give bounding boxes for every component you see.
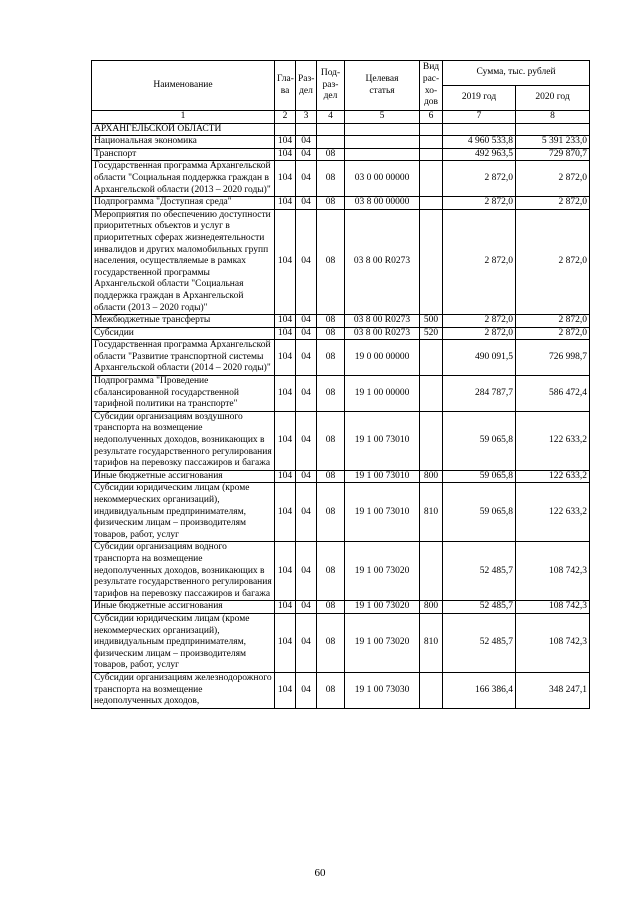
row-podrazdel: 08 bbox=[317, 209, 345, 314]
row-name: Субсидии bbox=[92, 327, 275, 340]
row-target: 19 1 00 73020 bbox=[345, 613, 420, 672]
row-sum-2019: 2 872,0 bbox=[443, 315, 516, 328]
row-podrazdel: 08 bbox=[317, 542, 345, 601]
row-vid bbox=[420, 148, 443, 161]
row-target bbox=[345, 148, 420, 161]
row-sum-2020: 108 742,3 bbox=[516, 613, 590, 672]
header-2020: 2020 год bbox=[516, 86, 590, 111]
row-sum-2020: 2 872,0 bbox=[516, 161, 590, 197]
row-target: 03 8 00 00000 bbox=[345, 197, 420, 210]
row-razdel: 04 bbox=[296, 136, 317, 149]
row-sum-2020: 348 247,1 bbox=[516, 672, 590, 708]
row-razdel: 04 bbox=[296, 411, 317, 470]
row-glava: 104 bbox=[275, 340, 296, 376]
column-number: 2 bbox=[275, 111, 296, 124]
column-number-row bbox=[92, 111, 590, 124]
row-podrazdel: 08 bbox=[317, 340, 345, 376]
row-sum-2019: 166 386,4 bbox=[443, 672, 516, 708]
row-target: 19 1 00 73010 bbox=[345, 411, 420, 470]
row-vid: 810 bbox=[420, 483, 443, 542]
row-target: 19 1 00 73030 bbox=[345, 672, 420, 708]
row-sum-2020: 2 872,0 bbox=[516, 209, 590, 314]
row-podrazdel bbox=[317, 136, 345, 149]
row-razdel: 04 bbox=[296, 340, 317, 376]
row-target bbox=[345, 136, 420, 149]
row-sum-2019: 59 065,8 bbox=[443, 483, 516, 542]
column-number: 5 bbox=[345, 111, 420, 124]
row-razdel: 04 bbox=[296, 327, 317, 340]
header-vid: Вид рас- хо- дов bbox=[420, 61, 443, 111]
row-glava: 104 bbox=[275, 327, 296, 340]
row-razdel: 04 bbox=[296, 197, 317, 210]
row-razdel: 04 bbox=[296, 613, 317, 672]
row-glava: 104 bbox=[275, 470, 296, 483]
row-vid bbox=[420, 542, 443, 601]
row-podrazdel: 08 bbox=[317, 411, 345, 470]
row-name: Субсидии организациям железнодорожного транспорта на возмещение недополученных доходов, bbox=[92, 672, 275, 708]
row-sum-2020: 586 472,4 bbox=[516, 376, 590, 412]
row-sum-2019: 2 872,0 bbox=[443, 327, 516, 340]
row-sum-2020: 2 872,0 bbox=[516, 327, 590, 340]
row-glava: 104 bbox=[275, 542, 296, 601]
header-sum: Сумма, тыс. рублей bbox=[443, 61, 590, 86]
row-vid bbox=[420, 340, 443, 376]
row-sum-2020: 108 742,3 bbox=[516, 601, 590, 614]
row-razdel: 04 bbox=[296, 161, 317, 197]
row-vid: 800 bbox=[420, 470, 443, 483]
row-vid bbox=[420, 136, 443, 149]
region-title: АРХАНГЕЛЬСКОЙ ОБЛАСТИ bbox=[92, 123, 275, 136]
row-sum-2020: 726 998,7 bbox=[516, 340, 590, 376]
row-sum-2020: 122 633,2 bbox=[516, 483, 590, 542]
row-vid bbox=[420, 376, 443, 412]
row-sum-2019: 52 485,7 bbox=[443, 601, 516, 614]
row-vid bbox=[420, 209, 443, 314]
row-glava: 104 bbox=[275, 136, 296, 149]
row-glava: 104 bbox=[275, 376, 296, 412]
row-name: Субсидии организациям воздушного транспорта на возмещение недополученных доходов, возникающих в результате государственного регулирования тарифов на перевозку пассажиров и багажа bbox=[92, 411, 275, 470]
row-sum-2019: 2 872,0 bbox=[443, 197, 516, 210]
row-podrazdel: 08 bbox=[317, 672, 345, 708]
row-glava: 104 bbox=[275, 483, 296, 542]
table-row bbox=[92, 483, 590, 542]
row-sum-2019: 2 872,0 bbox=[443, 209, 516, 314]
row-razdel: 04 bbox=[296, 542, 317, 601]
row-glava: 104 bbox=[275, 613, 296, 672]
row-name: Субсидии юридическим лицам (кроме некоммерческих организаций), индивидуальным предпринимателям, физическим лицам – производителям товаров, работ, услуг bbox=[92, 483, 275, 542]
row-podrazdel: 08 bbox=[317, 601, 345, 614]
table-row bbox=[92, 376, 590, 412]
row-target: 03 0 00 00000 bbox=[345, 161, 420, 197]
row-sum-2020: 122 633,2 bbox=[516, 470, 590, 483]
row-name: Иные бюджетные ассигнования bbox=[92, 470, 275, 483]
row-sum-2019: 59 065,8 bbox=[443, 411, 516, 470]
row-podrazdel: 08 bbox=[317, 470, 345, 483]
row-sum-2019: 59 065,8 bbox=[443, 470, 516, 483]
table-row bbox=[92, 613, 590, 672]
row-sum-2019: 52 485,7 bbox=[443, 542, 516, 601]
column-number: 6 bbox=[420, 111, 443, 124]
budget-table bbox=[91, 60, 590, 709]
row-sum-2020: 2 872,0 bbox=[516, 197, 590, 210]
row-sum-2020: 729 870,7 bbox=[516, 148, 590, 161]
table-row bbox=[92, 209, 590, 314]
row-razdel: 04 bbox=[296, 470, 317, 483]
table-row bbox=[92, 411, 590, 470]
row-razdel: 04 bbox=[296, 376, 317, 412]
table-row bbox=[92, 542, 590, 601]
row-sum-2019: 2 872,0 bbox=[443, 161, 516, 197]
row-glava: 104 bbox=[275, 148, 296, 161]
header-2019: 2019 год bbox=[443, 86, 516, 111]
page-number: 60 bbox=[314, 867, 326, 879]
row-name: Межбюджетные трансферты bbox=[92, 315, 275, 328]
row-glava: 104 bbox=[275, 411, 296, 470]
row-sum-2019: 492 963,5 bbox=[443, 148, 516, 161]
row-sum-2020: 5 391 233,0 bbox=[516, 136, 590, 149]
row-name: Подпрограмма "Доступная среда" bbox=[92, 197, 275, 210]
row-target: 19 1 00 73010 bbox=[345, 470, 420, 483]
row-name: Субсидии организациям водного транспорта на возмещение недополученных доходов, возникающих в результате государственного регулирования тарифов на перевозку пассажиров и багажа bbox=[92, 542, 275, 601]
row-sum-2019: 284 787,7 bbox=[443, 376, 516, 412]
row-name: Мероприятия по обеспечению доступности приоритетных объектов и услуг в приоритетных сферах жизнедеятельности инвалидов и других маломобильных групп населения, осуществляемые в рамках государственной программы Архангельской области "Социальная поддержка граждан в Архангельской области (2013 – 2020 годы)" bbox=[92, 209, 275, 314]
row-podrazdel: 08 bbox=[317, 315, 345, 328]
row-razdel: 04 bbox=[296, 672, 317, 708]
column-number: 3 bbox=[296, 111, 317, 124]
row-target: 19 1 00 73010 bbox=[345, 483, 420, 542]
row-glava: 104 bbox=[275, 315, 296, 328]
row-sum-2020: 2 872,0 bbox=[516, 315, 590, 328]
row-target: 03 8 00 R0273 bbox=[345, 327, 420, 340]
table-row bbox=[92, 327, 590, 340]
row-razdel: 04 bbox=[296, 601, 317, 614]
row-razdel: 04 bbox=[296, 315, 317, 328]
header-razdel: Раз- дел bbox=[296, 61, 317, 111]
row-name: Иные бюджетные ассигнования bbox=[92, 601, 275, 614]
row-target: 03 8 00 R0273 bbox=[345, 315, 420, 328]
row-name: Национальная экономика bbox=[92, 136, 275, 149]
row-vid: 520 bbox=[420, 327, 443, 340]
row-target: 19 1 00 00000 bbox=[345, 376, 420, 412]
row-vid: 800 bbox=[420, 601, 443, 614]
column-number: 8 bbox=[516, 111, 590, 124]
row-podrazdel: 08 bbox=[317, 197, 345, 210]
row-sum-2020: 122 633,2 bbox=[516, 411, 590, 470]
row-vid: 500 bbox=[420, 315, 443, 328]
row-razdel: 04 bbox=[296, 209, 317, 314]
row-name: Государственная программа Архангельской области "Развитие транспортной системы Архангельской области (2014 – 2020 годы)" bbox=[92, 340, 275, 376]
row-vid: 810 bbox=[420, 613, 443, 672]
row-podrazdel: 08 bbox=[317, 161, 345, 197]
row-vid bbox=[420, 197, 443, 210]
row-sum-2019: 490 091,5 bbox=[443, 340, 516, 376]
row-vid bbox=[420, 672, 443, 708]
row-podrazdel: 08 bbox=[317, 613, 345, 672]
row-podrazdel: 08 bbox=[317, 376, 345, 412]
header-target: Целевая статья bbox=[345, 61, 420, 111]
row-razdel: 04 bbox=[296, 483, 317, 542]
region-title-row bbox=[92, 123, 590, 136]
row-name: Подпрограмма "Проведение сбалансированной государственной тарифной политики на транспорте" bbox=[92, 376, 275, 412]
column-number: 7 bbox=[443, 111, 516, 124]
header-podrazdel: Под- раз- дел bbox=[317, 61, 345, 111]
table-row bbox=[92, 601, 590, 614]
column-number: 1 bbox=[92, 111, 275, 124]
row-name: Транспорт bbox=[92, 148, 275, 161]
row-glava: 104 bbox=[275, 209, 296, 314]
row-podrazdel: 08 bbox=[317, 148, 345, 161]
row-glava: 104 bbox=[275, 161, 296, 197]
row-sum-2019: 4 960 533,8 bbox=[443, 136, 516, 149]
row-glava: 104 bbox=[275, 601, 296, 614]
row-razdel: 04 bbox=[296, 148, 317, 161]
row-name: Субсидии юридическим лицам (кроме некоммерческих организаций), индивидуальным предпринимателям, физическим лицам – производителям товаров, работ, услуг bbox=[92, 613, 275, 672]
table-row bbox=[92, 315, 590, 328]
row-glava: 104 bbox=[275, 197, 296, 210]
row-vid bbox=[420, 411, 443, 470]
table-row bbox=[92, 672, 590, 708]
table-row bbox=[92, 136, 590, 149]
row-target: 19 1 00 73020 bbox=[345, 601, 420, 614]
row-target: 19 0 00 00000 bbox=[345, 340, 420, 376]
table-row bbox=[92, 161, 590, 197]
table-row bbox=[92, 340, 590, 376]
header-glava: Гла- ва bbox=[275, 61, 296, 111]
table-row bbox=[92, 148, 590, 161]
table-row bbox=[92, 197, 590, 210]
row-name: Государственная программа Архангельской области "Социальная поддержка граждан в Архангельской области (2013 – 2020 годы)" bbox=[92, 161, 275, 197]
row-target: 19 1 00 73020 bbox=[345, 542, 420, 601]
row-sum-2019: 52 485,7 bbox=[443, 613, 516, 672]
row-vid bbox=[420, 161, 443, 197]
header-name: Наименование bbox=[92, 61, 275, 111]
row-target: 03 8 00 R0273 bbox=[345, 209, 420, 314]
table-row bbox=[92, 470, 590, 483]
row-podrazdel: 08 bbox=[317, 327, 345, 340]
row-glava: 104 bbox=[275, 672, 296, 708]
row-sum-2020: 108 742,3 bbox=[516, 542, 590, 601]
column-number: 4 bbox=[317, 111, 345, 124]
row-podrazdel: 08 bbox=[317, 483, 345, 542]
